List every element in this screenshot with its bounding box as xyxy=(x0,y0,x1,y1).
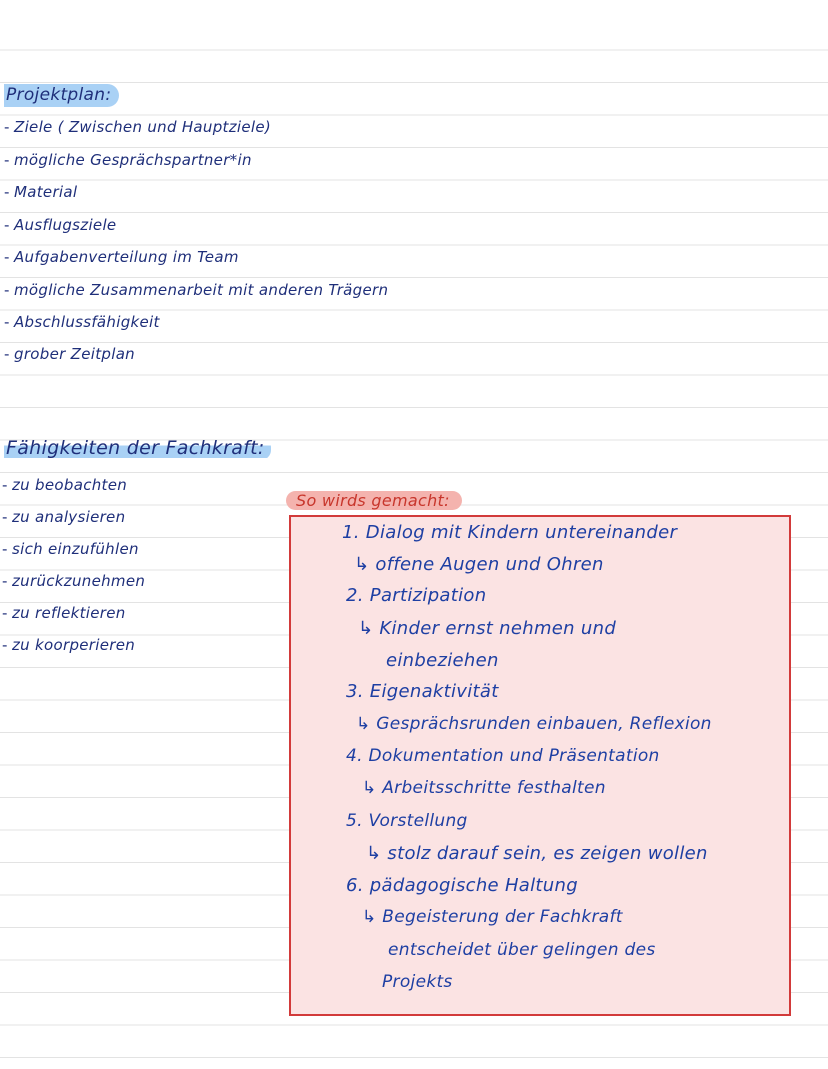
faehigkeiten-item: - zu koorperieren xyxy=(2,636,136,654)
step-2-detail-cont: einbeziehen xyxy=(386,650,499,671)
projektplan-item: - Ziele ( Zwischen und Hauptziele) xyxy=(4,118,272,136)
dash-bullet: - xyxy=(2,476,8,494)
faehigkeiten-item: - zurückzunehmen xyxy=(2,572,146,590)
faehigkeiten-item: - zu beobachten xyxy=(2,476,128,494)
dash-bullet: - xyxy=(2,508,8,526)
projektplan-item: - Ausflugsziele xyxy=(4,216,117,234)
dash-bullet: - xyxy=(4,118,10,136)
faehigkeiten-item: - zu analysieren xyxy=(2,508,126,526)
dash-bullet: - xyxy=(4,313,10,331)
dash-bullet: - xyxy=(4,248,10,266)
dash-bullet: - xyxy=(2,604,8,622)
projektplan-item: - mögliche Gesprächspartner*in xyxy=(4,151,252,169)
dash-bullet: - xyxy=(4,183,10,201)
dash-bullet: - xyxy=(2,540,8,558)
step-3-detail: ↳ Gesprächsrunden einbauen, Reflexion xyxy=(356,714,712,734)
step-2-detail: ↳ Kinder ernst nehmen und xyxy=(358,618,617,639)
step-4-title: 4. Dokumentation und Präsentation xyxy=(346,746,660,766)
projektplan-item: - grober Zeitplan xyxy=(4,345,135,363)
projektplan-item: - Aufgabenverteilung im Team xyxy=(4,248,239,266)
projektplan-item: - Material xyxy=(4,183,78,201)
faehigkeiten-item: - sich einzufühlen xyxy=(2,540,139,558)
dash-bullet: - xyxy=(2,572,8,590)
faehigkeiten-item: - zu reflektieren xyxy=(2,604,126,622)
step-1-detail: ↳ offene Augen und Ohren xyxy=(354,554,604,575)
projektplan-item: - Abschlussfähigkeit xyxy=(4,313,160,331)
dash-bullet: - xyxy=(4,151,10,169)
dash-bullet: - xyxy=(4,216,10,234)
step-4-detail: ↳ Arbeitsschritte festhalten xyxy=(362,778,606,798)
step-5-detail: ↳ stolz darauf sein, es zeigen wollen xyxy=(366,843,708,864)
projektplan-item: - mögliche Zusammenarbeit mit anderen Trägern xyxy=(4,281,389,299)
step-6-detail: ↳ Begeisterung der Fachkraft xyxy=(362,907,623,927)
dash-bullet: - xyxy=(4,345,10,363)
dash-bullet: - xyxy=(2,636,8,654)
so-wirds-label: So wirds gemacht: xyxy=(286,491,462,510)
step-6-detail-cont: entscheidet über gelingen des xyxy=(388,940,656,960)
step-2-title: 2. Partizipation xyxy=(346,585,487,606)
dash-bullet: - xyxy=(4,281,10,299)
step-3-title: 3. Eigenaktivität xyxy=(346,681,499,702)
step-5-title: 5. Vorstellung xyxy=(346,811,468,831)
faehigkeiten-heading: Fähigkeiten der Fachkraft: xyxy=(4,437,271,460)
step-6-title: 6. pädagogische Haltung xyxy=(346,875,578,896)
projektplan-heading: Projektplan: xyxy=(4,84,119,107)
step-6-detail-end: Projekts xyxy=(382,972,453,992)
step-1-title: 1. Dialog mit Kindern untereinander xyxy=(342,522,678,543)
